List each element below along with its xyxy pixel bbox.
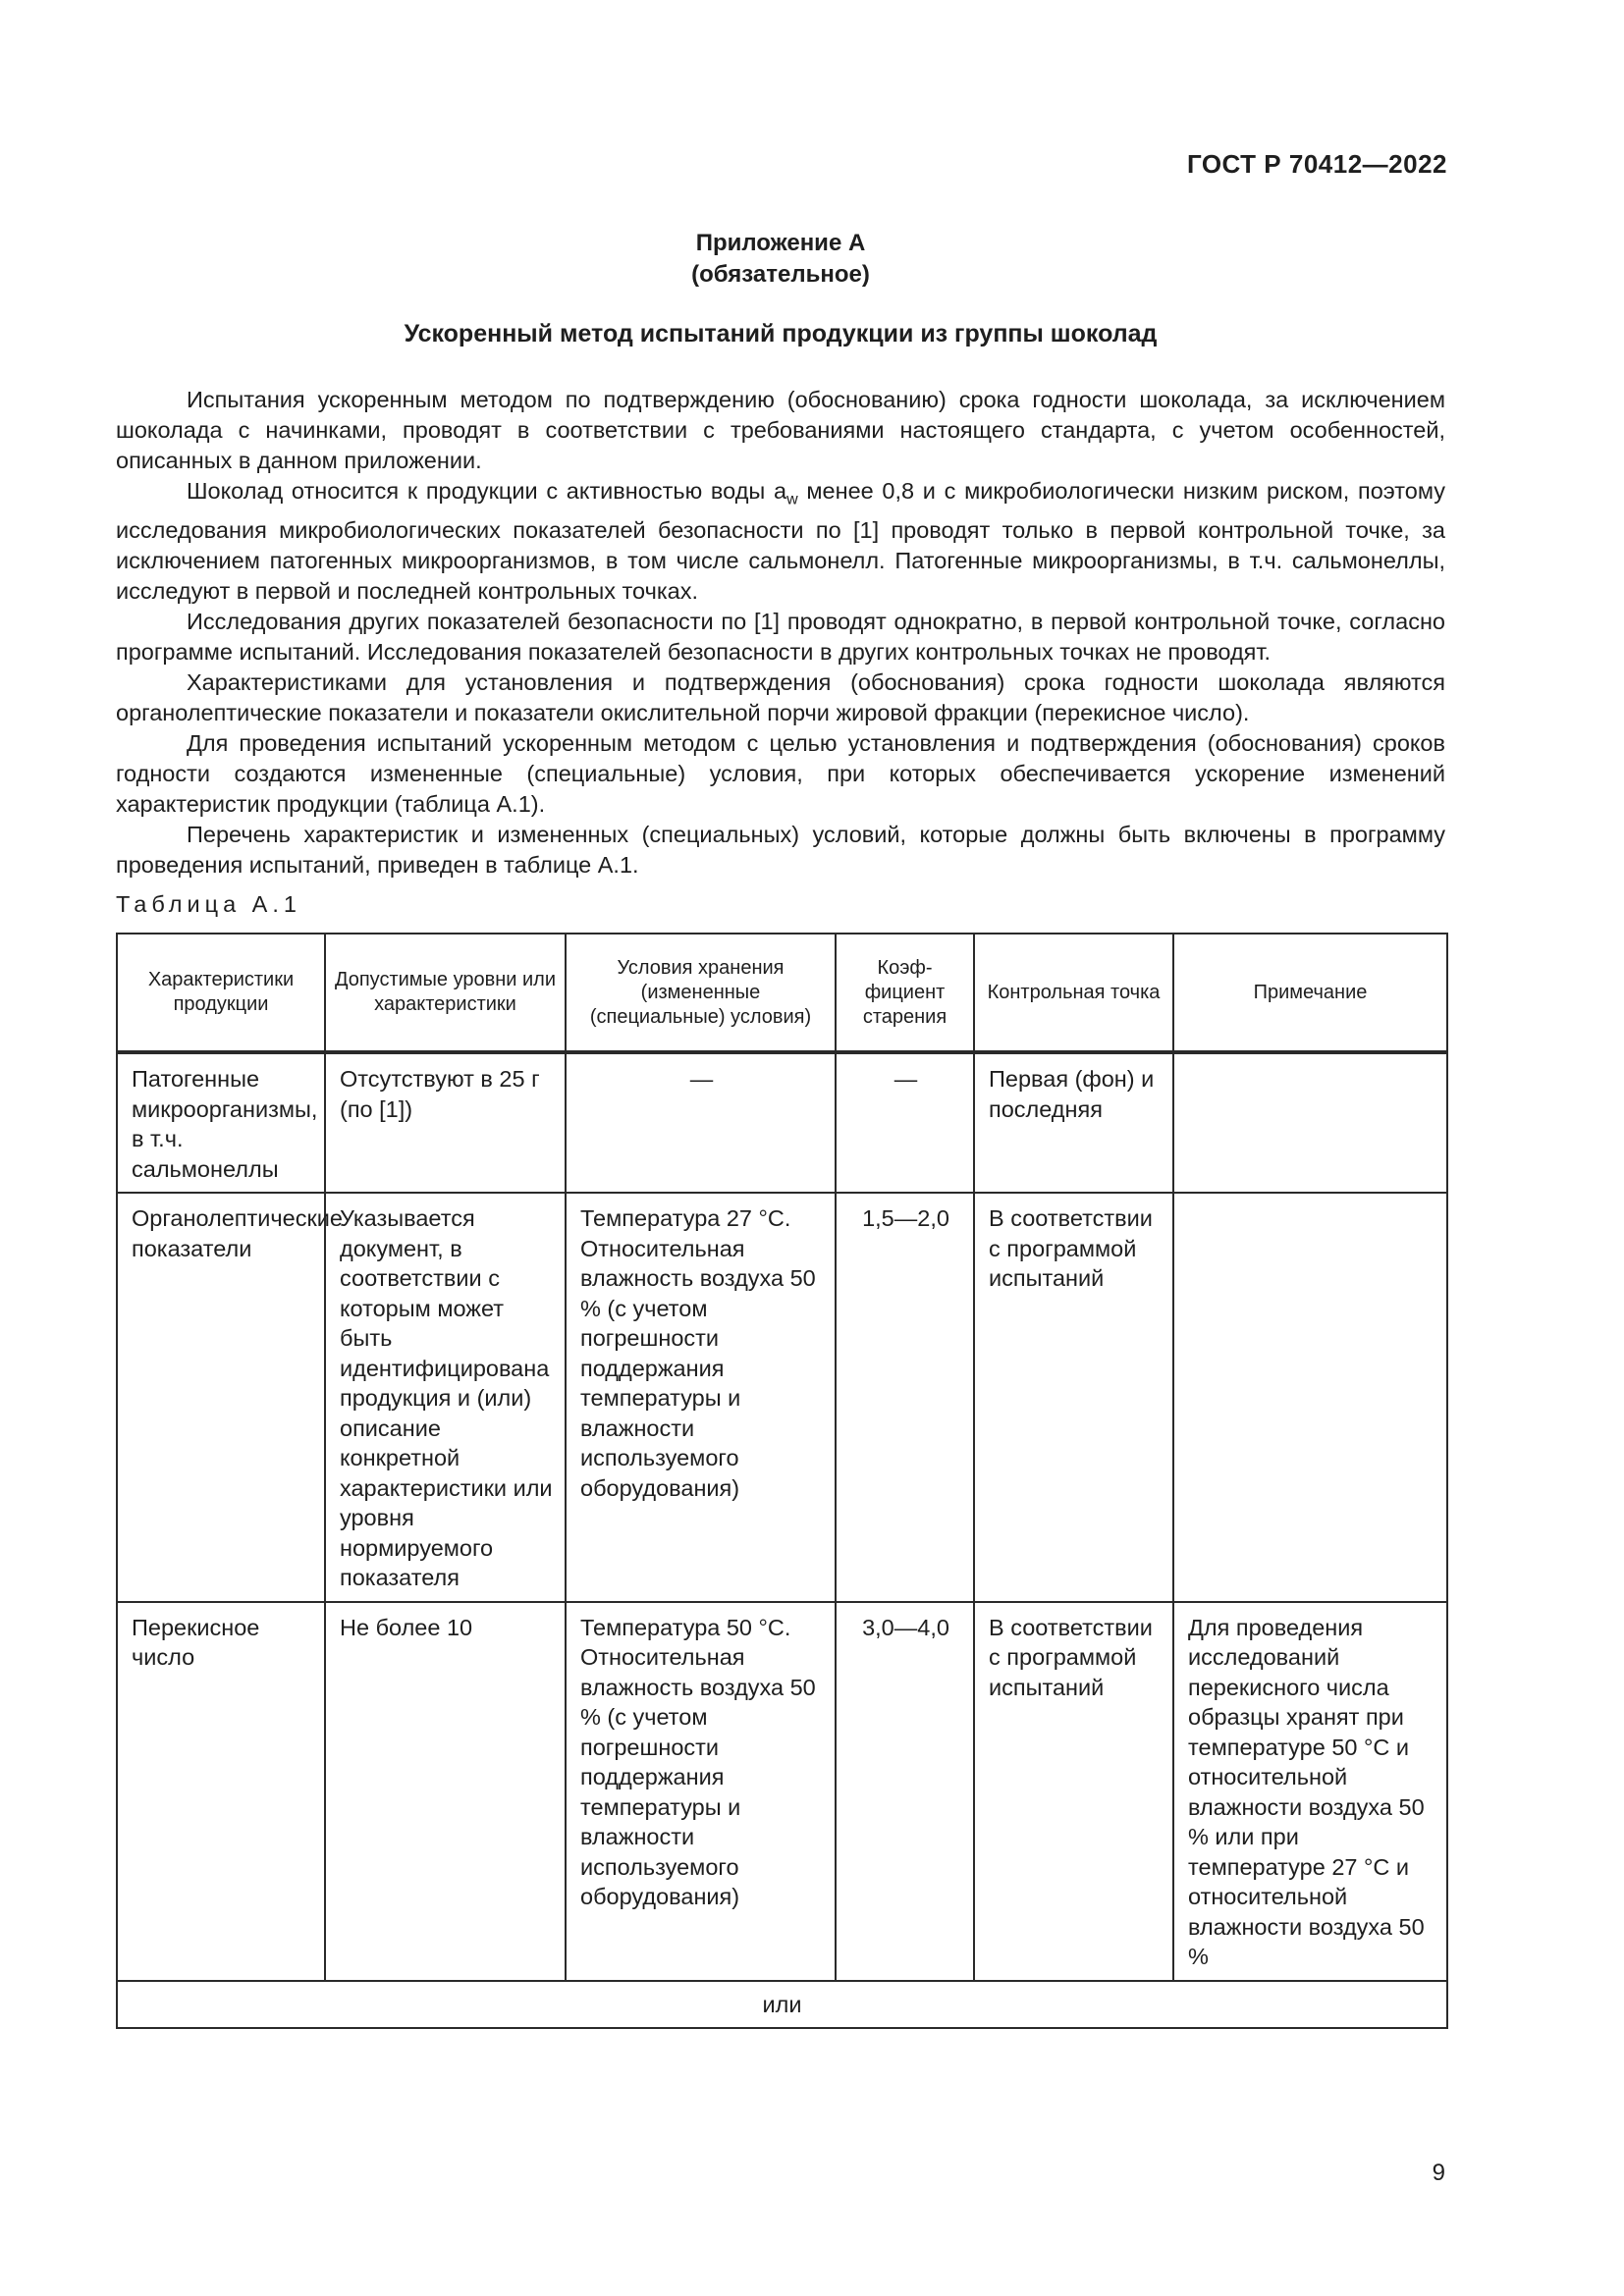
header-coefficient: Коэф-фициент старения	[836, 934, 974, 1052]
cell-note	[1173, 1193, 1447, 1602]
header-characteristics: Характеристики продукции	[117, 934, 325, 1052]
table-caption: Таблица А.1	[116, 891, 301, 917]
paragraph: Перечень характеристик и измененных (специальных) условий, которые должны быть включены в программу проведения испытаний, приведен в таблице А.1.	[116, 821, 1445, 878]
cell-control-point: Первая (фон) и последняя	[974, 1052, 1173, 1193]
paragraph-part: менее 0,8 и с микробиологически низким риском, поэтому исследования микробиологических показателей безопасности по [1] проводят только в первой контрольной точке, за исключением патогенных микроорганизмов, в том числе сальмонелл. Патогенные микроорганизмы, в т.ч. сальмонеллы, исследуют в первой и последней контрольных точках.	[116, 478, 1445, 604]
appendix-title: Приложение А	[695, 230, 866, 256]
standard-number: ГОСТ Р 70412—2022	[1186, 149, 1447, 179]
cell-coefficient: 1,5—2,0	[836, 1193, 974, 1602]
paragraph: Исследования других показателей безопасности по [1] проводят однократно, в первой контрольной точке, согласно программе испытаний. Исследования показателей безопасности в других контрольных точках не проводят.	[116, 608, 1445, 665]
table-row	[117, 1193, 1447, 1602]
cell-conditions: Температура 50 °С. Относительная влажность воздуха 50 % (с учетом погрешности поддержания температуры и влажности используемого оборудования)	[566, 1602, 836, 1981]
header-note: Примечание	[1173, 934, 1447, 1052]
header-conditions: Условия хранения (измененные (специальные) условия)	[566, 934, 836, 1052]
cell-levels: Не более 10	[325, 1602, 566, 1981]
header-control-point: Контрольная точка	[974, 934, 1173, 1052]
cell-note: Для проведения исследований перекисного числа образцы хранят при температуре 50 °С и относительной влажности воздуха 50 % или при температуре 27 °С и относительной влажности воздуха 50 %	[1173, 1602, 1447, 1981]
cell-coefficient: 3,0—4,0	[836, 1602, 974, 1981]
or-label: или	[117, 1981, 1447, 2029]
paragraph: Испытания ускоренным методом по подтверждению (обоснованию) срока годности шоколада, за исключением шоколада с начинками, проводят в соответствии с требованиями настоящего стандарта, с учетом особенностей, описанных в данном приложении.	[116, 387, 1445, 473]
cell-levels: Указывается документ, в соответствии с которым может быть идентифицирована продукция и (или) описание конкретной характеристики или уровня нормируемого показателя	[325, 1193, 566, 1602]
cell-control-point: В соответствии с программой испытаний	[974, 1193, 1173, 1602]
cell-control-point: В соответствии с программой испытаний	[974, 1602, 1173, 1981]
cell-characteristic: Органолептические показатели	[117, 1193, 325, 1602]
cell-characteristic: Перекисное число	[117, 1602, 325, 1981]
table-row	[117, 1052, 1447, 1193]
requirements-table	[116, 933, 1448, 2029]
appendix-status: (обязательное)	[691, 261, 870, 288]
subscript: w	[786, 491, 798, 508]
section-title: Ускоренный метод испытаний продукции из группы шоколад	[404, 320, 1158, 347]
paragraph-part: Шоколад относится к продукции с активностью воды a	[187, 478, 787, 504]
table-row	[117, 1602, 1447, 1981]
paragraph	[116, 476, 1445, 607]
table-or-row	[117, 1981, 1447, 2029]
cell-coefficient: —	[836, 1052, 974, 1193]
paragraph: Для проведения испытаний ускоренным методом с целью установления и подтверждения (обоснования) сроков годности создаются измененные (специальные) условия, при которых обеспечивается ускорение изменений характеристик продукции (таблица А.1).	[116, 729, 1445, 817]
body-text	[116, 385, 1445, 881]
paragraph: Характеристиками для установления и подтверждения (обоснования) срока годности шоколада являются органолептические показатели и показатели окислительной порчи жировой фракции (перекисное число).	[116, 668, 1445, 725]
page-number: 9	[1432, 2160, 1445, 2186]
table-header-row	[117, 934, 1447, 1052]
header-levels: Допустимые уровни или характеристики	[325, 934, 566, 1052]
cell-characteristic: Патогенные микроорганизмы, в т.ч. сальмонеллы	[117, 1052, 325, 1193]
appendix-heading	[0, 228, 1561, 291]
cell-conditions: —	[566, 1052, 836, 1193]
cell-levels: Отсутствуют в 25 г (по [1])	[325, 1052, 566, 1193]
cell-note	[1173, 1052, 1447, 1193]
cell-conditions: Температура 27 °С. Относительная влажность воздуха 50 % (с учетом погрешности поддержания температуры и влажности используемого оборудования)	[566, 1193, 836, 1602]
